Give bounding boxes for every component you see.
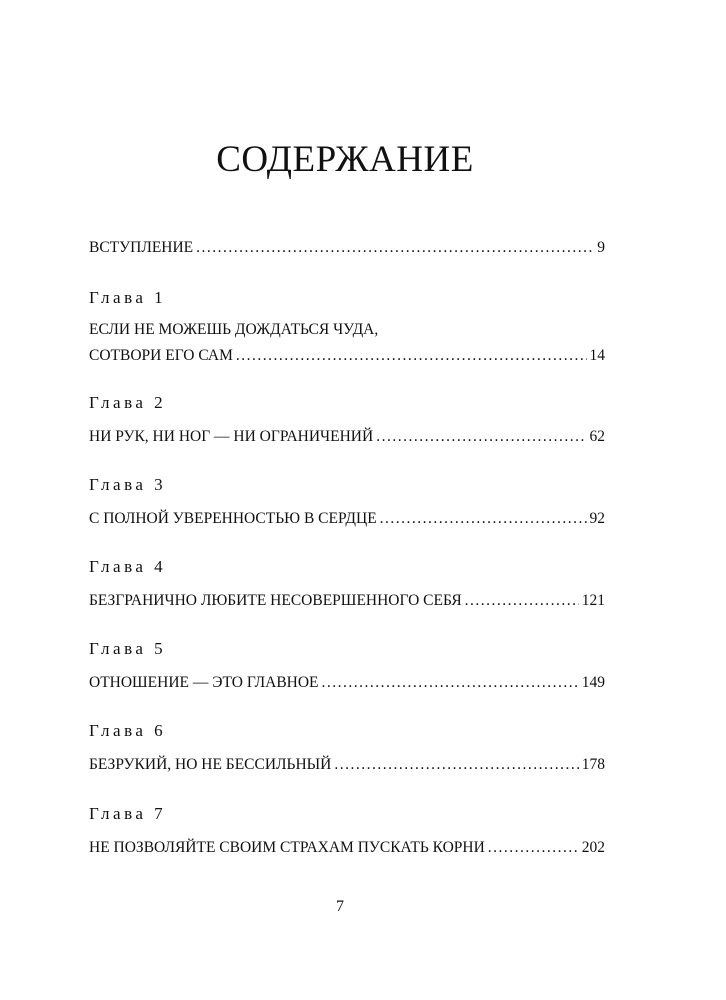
chapter-label-6: Глава 6 — [89, 721, 167, 740]
entry-title: БЕЗРУКИЙ, НО НЕ БЕССИЛЬНЫЙ — [89, 756, 332, 773]
chapter-label-7: Глава 7 — [89, 804, 167, 823]
toc-line — [89, 835, 605, 861]
page-number: 7 — [336, 898, 344, 915]
dot-leader — [322, 670, 579, 696]
chapter-label-5: Глава 5 — [89, 639, 167, 658]
entry-page: 92 — [589, 510, 605, 527]
toc-entry-chapter-1[interactable] — [89, 317, 605, 369]
entry-title: НИ РУК, НИ НОГ — НИ ОГРАНИЧЕНИЙ — [89, 428, 374, 445]
page-title: СОДЕРЖАНИЕ — [216, 139, 474, 180]
toc-entry-chapter-4[interactable] — [89, 588, 605, 614]
entry-page: 14 — [589, 347, 605, 364]
toc-line — [89, 588, 605, 614]
toc-entry-chapter-7[interactable] — [89, 835, 605, 861]
entry-page: 9 — [597, 239, 605, 256]
chapter-label-3: Глава 3 — [89, 475, 167, 494]
dot-leader — [488, 835, 579, 861]
entry-title: ВСТУПЛЕНИЕ — [89, 239, 194, 256]
toc-line — [89, 752, 605, 778]
entry-page: 202 — [581, 839, 605, 856]
entry-title-line-1: ЕСЛИ НЕ МОЖЕШЬ ДОЖДАТЬСЯ ЧУДА, — [89, 321, 379, 338]
toc-entry-chapter-6[interactable] — [89, 752, 605, 778]
dot-leader — [236, 343, 587, 369]
entry-title: ОТНОШЕНИЕ — ЭТО ГЛАВНОЕ — [89, 674, 319, 691]
toc-entry-intro[interactable] — [89, 235, 605, 261]
dot-leader — [376, 424, 586, 450]
entry-page: 62 — [589, 428, 605, 445]
toc-entry-chapter-2[interactable] — [89, 424, 605, 450]
chapter-label-1: Глава 1 — [89, 288, 167, 307]
toc-line — [89, 506, 605, 532]
toc-line — [89, 235, 605, 261]
entry-page: 121 — [581, 592, 605, 609]
toc-line — [89, 424, 605, 450]
toc-line — [89, 317, 605, 343]
toc-line — [89, 670, 605, 696]
toc-entry-chapter-3[interactable] — [89, 506, 605, 532]
entry-page: 178 — [581, 756, 605, 773]
entry-title: С ПОЛНОЙ УВЕРЕННОСТЬЮ В СЕРДЦЕ — [89, 510, 377, 527]
dot-leader — [196, 235, 594, 261]
chapter-label-4: Глава 4 — [89, 557, 167, 576]
dot-leader — [465, 588, 579, 614]
entry-page: 149 — [581, 674, 605, 691]
dot-leader — [380, 506, 587, 532]
toc-entry-chapter-5[interactable] — [89, 670, 605, 696]
chapter-label-2: Глава 2 — [89, 393, 167, 412]
toc-line — [89, 343, 605, 369]
entry-title: НЕ ПОЗВОЛЯЙТЕ СВОИМ СТРАХАМ ПУСКАТЬ КОРНИ — [89, 839, 485, 856]
entry-title: СОТВОРИ ЕГО САМ — [89, 347, 233, 364]
entry-title: БЕЗГРАНИЧНО ЛЮБИТЕ НЕСОВЕРШЕННОГО СЕБЯ — [89, 592, 462, 609]
dot-leader — [334, 752, 578, 778]
